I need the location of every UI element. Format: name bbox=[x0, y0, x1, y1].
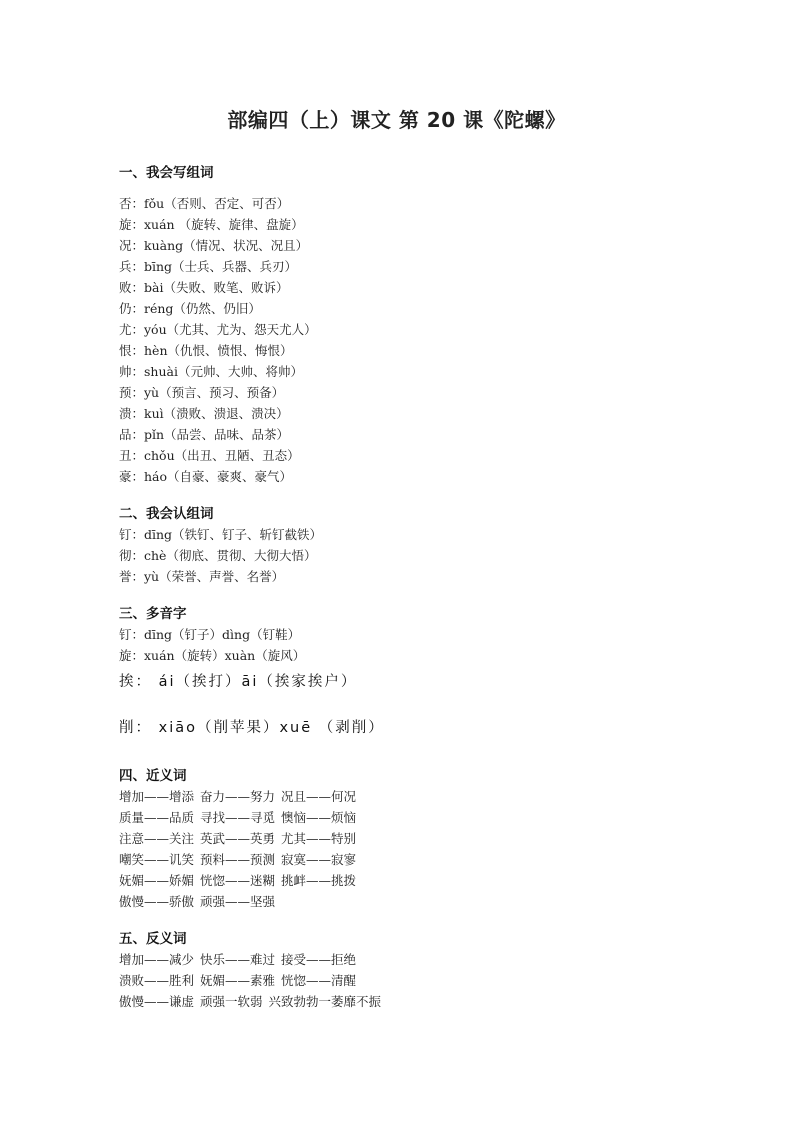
table-row bbox=[119, 849, 719, 870]
list-item: 丑：chǒu（出丑、丑陋、丑态） bbox=[119, 448, 300, 463]
word-pair: 注意——关注 bbox=[119, 831, 195, 846]
word-pair: 懊恼——烦恼 bbox=[281, 810, 357, 825]
list-item: 旋：xuán （旋转、旋律、盘旋） bbox=[119, 217, 304, 232]
list-item: 钉：dīng（钉子）dìng（钉鞋） bbox=[119, 627, 301, 642]
table-row bbox=[119, 786, 719, 807]
word-pair: 接受——拒绝 bbox=[281, 952, 357, 967]
write-list bbox=[119, 193, 719, 487]
word-pair: 溃败——胜利 bbox=[119, 973, 195, 988]
table-row bbox=[119, 807, 719, 828]
table-row bbox=[119, 970, 719, 991]
word-pair: 增加——减少 bbox=[119, 952, 195, 967]
recognize-list bbox=[119, 524, 719, 587]
word-pair: 嘲笑——讥笑 bbox=[119, 852, 195, 867]
section-heading-antonyms: 五、反义词 bbox=[119, 931, 187, 947]
list-item: 预：yù（预言、预习、预备） bbox=[119, 385, 285, 400]
table-row bbox=[119, 870, 719, 891]
list-item: 钉：dīng（铁钉、钉子、斩钉截铁） bbox=[119, 527, 323, 542]
section-heading-recognize: 二、我会认组词 bbox=[119, 506, 214, 522]
list-item: 旋：xuán（旋转）xuàn（旋风） bbox=[119, 648, 306, 663]
word-pair: 傲慢——骄傲 bbox=[119, 894, 195, 909]
word-pair: 恍惚——清醒 bbox=[281, 973, 357, 988]
document-body bbox=[119, 163, 719, 1012]
word-pair: 挑衅——挑拨 bbox=[281, 873, 357, 888]
word-pair: 顽强一软弱 bbox=[200, 994, 263, 1009]
table-row bbox=[119, 949, 719, 970]
table-row bbox=[119, 891, 719, 912]
list-item: 况：kuàng（情况、状况、况且） bbox=[119, 238, 309, 253]
list-item: 帅：shuài（元帅、大帅、将帅） bbox=[119, 364, 303, 379]
list-item: 品：pǐn（品尝、品味、品茶） bbox=[119, 427, 290, 442]
list-item: 尤：yóu（尤其、尤为、怨天尤人） bbox=[119, 322, 317, 337]
word-pair: 恍惚——迷糊 bbox=[200, 873, 276, 888]
word-pair: 兴致勃勃一萎靡不振 bbox=[268, 994, 382, 1009]
word-pair: 质量——品质 bbox=[119, 810, 195, 825]
page-title: 部编四（上）课文 第 20 课《陀螺》 bbox=[227, 108, 566, 132]
antonyms-list bbox=[119, 949, 719, 1012]
polyphone-list bbox=[119, 624, 719, 739]
word-pair: 尤其——特别 bbox=[281, 831, 357, 846]
list-item: 兵：bīng（士兵、兵器、兵刃） bbox=[119, 259, 298, 274]
list-item: 恨：hèn（仇恨、愤恨、悔恨） bbox=[119, 343, 293, 358]
table-row bbox=[119, 991, 719, 1012]
list-item-large: 挨： ái（挨打）āi（挨家挨户） bbox=[119, 674, 358, 690]
section-heading-write: 一、我会写组词 bbox=[119, 165, 214, 181]
word-pair: 傲慢——谦虚 bbox=[119, 994, 195, 1009]
synonyms-list bbox=[119, 786, 719, 912]
list-item: 仍：réng（仍然、仍旧） bbox=[119, 301, 261, 316]
word-pair: 况且——何况 bbox=[281, 789, 357, 804]
list-item-large: 削： xiāo（削苹果）xuē （剥削） bbox=[119, 720, 385, 736]
section-heading-polyphone: 三、多音字 bbox=[119, 606, 187, 622]
list-item: 豪：háo（自豪、豪爽、豪气） bbox=[119, 469, 293, 484]
word-pair: 妩媚——娇媚 bbox=[119, 873, 195, 888]
word-pair: 寻找——寻觅 bbox=[200, 810, 276, 825]
word-pair: 顽强——坚强 bbox=[200, 894, 276, 909]
word-pair: 快乐——难过 bbox=[200, 952, 276, 967]
word-pair: 奋力——努力 bbox=[200, 789, 276, 804]
list-item: 溃：kuì（溃败、溃退、溃决） bbox=[119, 406, 289, 421]
word-pair: 寂寞——寂寥 bbox=[281, 852, 357, 867]
section-heading-synonyms: 四、近义词 bbox=[119, 768, 187, 784]
list-item: 彻：chè（彻底、贯彻、大彻大悟） bbox=[119, 548, 317, 563]
word-pair: 增加——增添 bbox=[119, 789, 195, 804]
word-pair: 预料——预测 bbox=[200, 852, 276, 867]
table-row bbox=[119, 828, 719, 849]
list-item: 誉：yù（荣誉、声誉、名誉） bbox=[119, 569, 285, 584]
list-item: 败：bài（失败、败笔、败诉） bbox=[119, 280, 289, 295]
word-pair: 英武——英勇 bbox=[200, 831, 276, 846]
list-item: 否：fǒu（否则、否定、可否） bbox=[119, 196, 290, 211]
word-pair: 妩媚——素雅 bbox=[200, 973, 276, 988]
